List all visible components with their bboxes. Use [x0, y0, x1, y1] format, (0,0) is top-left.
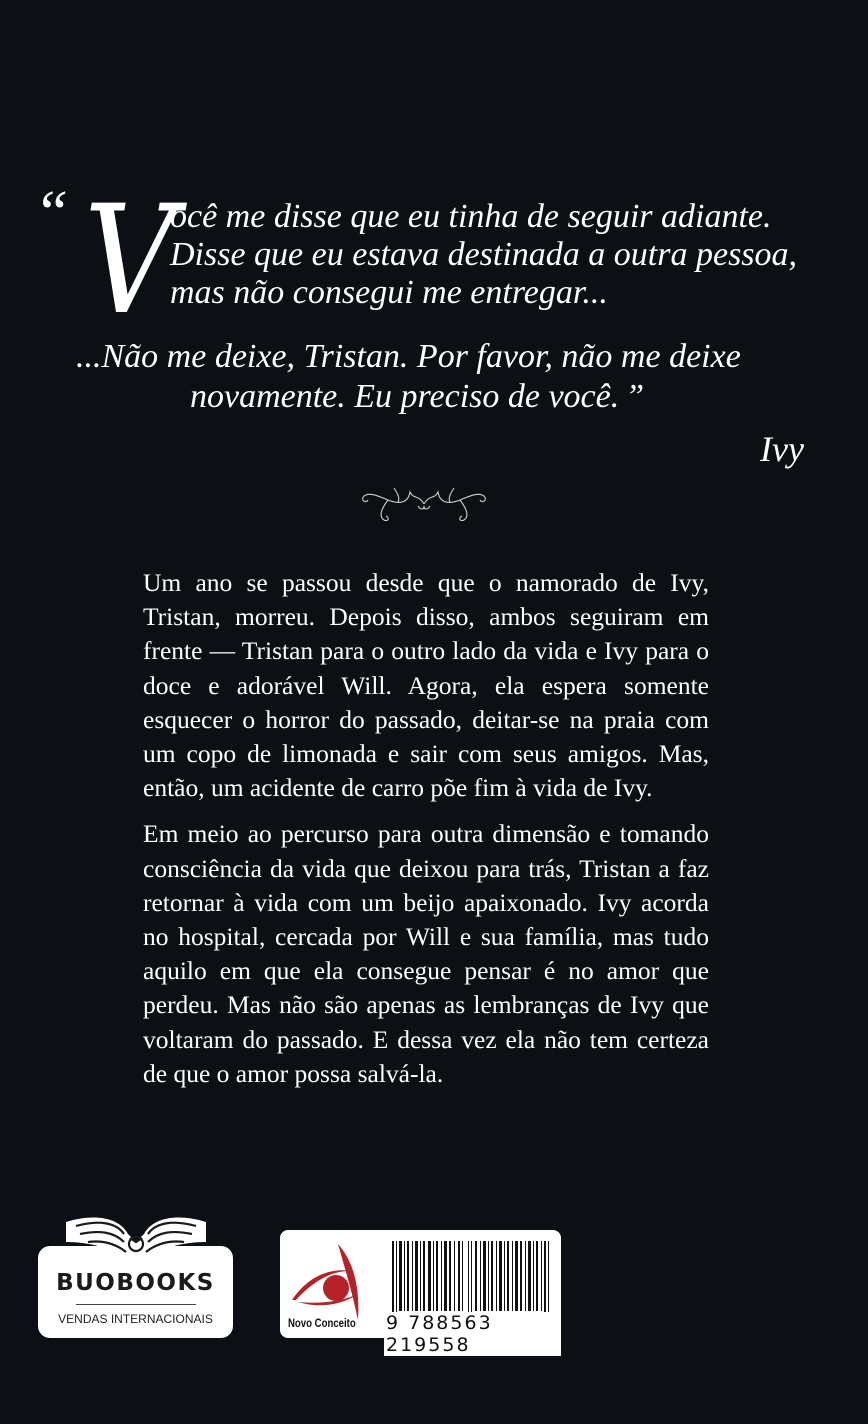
close-quote-mark: ” [625, 378, 645, 415]
synopsis-paragraph: Em meio ao percurso para outra dimensão e tomando consciência da vida que deixou para trás, Tristan a faz retornar à vida com um beijo apaixonado. Ivy acorda no hospital, cercada por Will e sua família, mas tudo aquilo em que ela consegue pensar é no amor que perdeu. Mas não são apenas as lembranças de Ivy que voltaram do passado. E dessa vez ela não tem certeza de que o amor possa salvá-la. [143, 819, 709, 1088]
synopsis-paragraph: Um ano se passou desde que o namorado de Ivy, Tristan, morreu. Depois disso, ambos seguiram em frente — Tristan para o outro lado da vida e Ivy para o doce e adorável Will. Agora, ela espera somente esquecer o horror do passado, deitar-se na praia com um copo de limonada e sair com seus amigos. Mas, então, um acidente de carro põe fim à vida de Ivy. [143, 568, 709, 803]
isbn-number: 9 788563 219558 [384, 1312, 561, 1356]
flourish-divider-icon [358, 482, 490, 524]
synopsis [143, 566, 709, 1103]
quote-attribution: Ivy [760, 429, 804, 469]
buobooks-badge [38, 1212, 233, 1338]
quote-line: ...Não me deixe, Tristan. Por favor, não me deixe [76, 338, 741, 375]
barcode-icon [392, 1241, 550, 1321]
quote-line: Disse que eu estava destinada a outra pessoa, [170, 236, 798, 273]
isbn-barcode-panel [280, 1230, 561, 1356]
dropcap-letter: V [84, 174, 177, 348]
buobooks-title: BUOBOOKS [56, 1270, 215, 1296]
owl-wings-logo-icon [62, 1212, 210, 1264]
quote-line-last [190, 380, 644, 414]
quote-line-text: novamente. Eu preciso de você. [190, 378, 620, 415]
novo-conceito-eye-icon [288, 1242, 374, 1322]
publisher-name: Novo Conceito [288, 1316, 356, 1330]
quote-line: ocê me disse que eu tinha de seguir adiante. [170, 198, 772, 235]
buobooks-subtitle: VENDAS INTERNACIONAIS [58, 1312, 213, 1326]
open-quote-mark: “ [34, 179, 69, 247]
divider [76, 1304, 196, 1305]
quote-line: mas não consegui me entregar... [170, 274, 608, 311]
